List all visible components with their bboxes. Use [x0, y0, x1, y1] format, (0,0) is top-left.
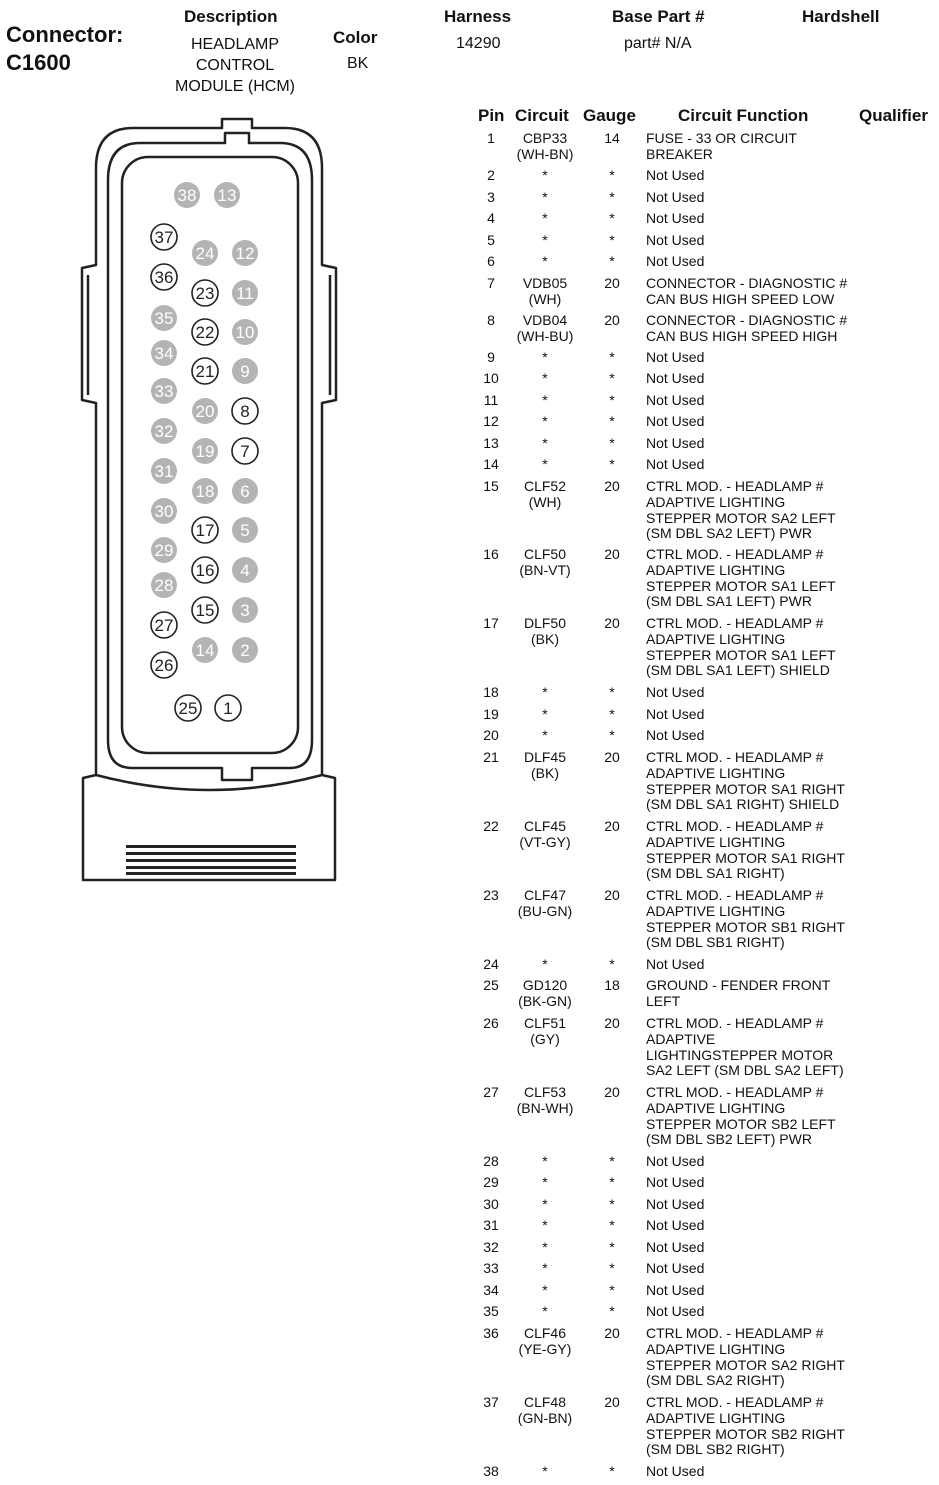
- function-cell: Not Used: [646, 1217, 705, 1233]
- gauge-cell: 20: [604, 1084, 620, 1100]
- pin-number: 10: [235, 323, 255, 342]
- gauge-cell: 20: [604, 1394, 620, 1410]
- circuit-cell: CLF45 (VT-GY): [519, 818, 571, 850]
- pin-number: 22: [195, 323, 215, 342]
- circuit-cell: VDB04 (WH-BU): [516, 312, 574, 344]
- circuit-cell: *: [542, 349, 548, 365]
- function-cell: Not Used: [646, 1196, 705, 1212]
- pin-cell: 35: [483, 1303, 499, 1319]
- gauge-cell: 20: [604, 478, 620, 494]
- pin-number: 18: [195, 482, 215, 501]
- gauge-cell: 20: [604, 1325, 620, 1341]
- pin-cell: 28: [483, 1153, 499, 1169]
- pin-number: 33: [154, 382, 174, 401]
- pin-cavity-7: [232, 438, 258, 464]
- pin-cavity-17: [192, 517, 218, 543]
- pin-number: 1: [223, 699, 233, 718]
- function-cell: CTRL MOD. - HEADLAMP # ADAPTIVE LIGHTING STEPPER MOTOR SA2 LEFT (SM DBL SA2 LEFT) PWR: [646, 478, 836, 542]
- pin-cell: 1: [487, 130, 495, 146]
- pin-cavity-38: [174, 182, 200, 208]
- circuit-cell: CBP33 (WH-BN): [516, 130, 574, 162]
- pin-cavity-31: [151, 458, 177, 484]
- function-cell: Not Used: [646, 727, 705, 743]
- pin-cell: 23: [483, 887, 499, 903]
- pin-number: 34: [154, 344, 174, 363]
- function-cell: Not Used: [646, 706, 705, 722]
- gauge-cell: 14: [604, 130, 620, 146]
- circuit-cell: CLF47 (BU-GN): [517, 887, 573, 919]
- circuit-cell: *: [542, 1282, 548, 1298]
- pin-cavity-11: [232, 280, 258, 306]
- function-cell: CTRL MOD. - HEADLAMP # ADAPTIVE LIGHTING STEPPER MOTOR SA1 LEFT (SM DBL SA1 LEFT) PWR: [646, 546, 836, 610]
- circuit-cell: *: [542, 232, 548, 248]
- pin-number: 19: [195, 442, 215, 461]
- connector-label: Connector:: [6, 22, 124, 47]
- pin-cavity-5: [232, 517, 258, 543]
- circuit-cell: GD120 (BK-GN): [518, 977, 572, 1009]
- circuit-cell: *: [542, 727, 548, 743]
- pin-number: 27: [154, 616, 174, 635]
- gauge-cell: *: [609, 189, 615, 205]
- pin-cavity-3: [232, 597, 258, 623]
- gauge-cell: *: [609, 1463, 615, 1479]
- gauge-cell: *: [609, 1239, 615, 1255]
- circuit-cell: DLF50 (BK): [523, 615, 567, 647]
- function-cell: Not Used: [646, 167, 705, 183]
- pin-cell: 14: [483, 456, 499, 472]
- pin-cell: 15: [483, 478, 499, 494]
- circuit-cell: DLF45 (BK): [523, 749, 567, 781]
- pin-cavity-27: [151, 612, 177, 638]
- pin-number: 5: [240, 521, 250, 540]
- pin-cell: 7: [487, 275, 495, 291]
- pin-cell: 5: [487, 232, 495, 248]
- circuit-cell: *: [542, 1153, 548, 1169]
- gauge-cell: 20: [604, 1015, 620, 1031]
- pin-number: 21: [195, 362, 215, 381]
- function-cell: CTRL MOD. - HEADLAMP # ADAPTIVE LIGHTING STEPPER MOTOR SA1 RIGHT (SM DBL SA1 RIGHT): [646, 818, 845, 882]
- connector-id: C1600: [6, 50, 71, 75]
- pin-cell: 11: [483, 392, 499, 408]
- circuit-cell: *: [542, 1303, 548, 1319]
- pin-cell: 29: [483, 1174, 499, 1190]
- pin-cell: 36: [483, 1325, 499, 1341]
- pin-cell: 19: [483, 706, 499, 722]
- circuit-cell: *: [542, 1217, 548, 1233]
- pin-cavity-28: [151, 572, 177, 598]
- gauge-cell: *: [609, 706, 615, 722]
- circuit-cell: CLF53 (BN-WH): [516, 1084, 574, 1116]
- circuit-cell: *: [542, 1463, 548, 1479]
- function-cell: Not Used: [646, 189, 705, 205]
- function-cell: Not Used: [646, 349, 705, 365]
- gauge-cell: *: [609, 684, 615, 700]
- pin-cell: 26: [483, 1015, 499, 1031]
- pin-cavity-36: [151, 264, 177, 290]
- description-line: CONTROL: [195, 57, 275, 74]
- pin-number: 30: [154, 502, 174, 521]
- pin-cell: 21: [483, 749, 499, 765]
- function-cell: CTRL MOD. - HEADLAMP # ADAPTIVE LIGHTING STEPPER MOTOR SB2 LEFT (SM DBL SB2 LEFT) PWR: [646, 1084, 836, 1148]
- gauge-cell: *: [609, 210, 615, 226]
- gauge-cell: *: [609, 392, 615, 408]
- function-cell: Not Used: [646, 210, 705, 226]
- gauge-cell: *: [609, 1303, 615, 1319]
- pin-number: 9: [240, 362, 250, 381]
- pin-cavity-25: [175, 695, 201, 721]
- pin-cavity-33: [151, 378, 177, 404]
- column-header-pin: Pin: [478, 106, 505, 125]
- pin-cell: 18: [483, 684, 499, 700]
- function-cell: Not Used: [646, 413, 705, 429]
- gauge-cell: *: [609, 413, 615, 429]
- pin-number: 31: [154, 462, 174, 481]
- pin-cavity-30: [151, 498, 177, 524]
- pin-number: 6: [240, 482, 250, 501]
- pin-cell: 22: [483, 818, 499, 834]
- pin-cell: 3: [487, 189, 495, 205]
- circuit-cell: CLF51 (GY): [523, 1015, 567, 1047]
- description-label: Description: [184, 7, 278, 26]
- pin-cavity-16: [192, 557, 218, 583]
- function-cell: Not Used: [646, 1153, 705, 1169]
- column-header-circuit: Circuit: [515, 106, 569, 125]
- description-line: HEADLAMP: [190, 36, 280, 53]
- pin-cavity-20: [192, 398, 218, 424]
- gauge-cell: *: [609, 956, 615, 972]
- function-cell: Not Used: [646, 232, 705, 248]
- pin-cell: 6: [487, 253, 495, 269]
- pin-number: 13: [217, 186, 237, 205]
- gauge-cell: 20: [604, 749, 620, 765]
- pin-cell: 31: [483, 1217, 499, 1233]
- function-cell: Not Used: [646, 1303, 705, 1319]
- function-cell: Not Used: [646, 456, 705, 472]
- pin-cavity-34: [151, 340, 177, 366]
- gauge-cell: 20: [604, 887, 620, 903]
- circuit-cell: CLF50 (BN-VT): [519, 546, 571, 578]
- pin-cell: 12: [483, 413, 499, 429]
- column-header-circuit-function: Circuit Function: [678, 106, 809, 125]
- gauge-cell: *: [609, 232, 615, 248]
- pin-number: 12: [235, 244, 255, 263]
- pin-number: 11: [236, 284, 254, 303]
- function-cell: GROUND - FENDER FRONT LEFT: [646, 977, 831, 1009]
- pin-cell: 9: [487, 349, 495, 365]
- pin-cell: 2: [487, 167, 495, 183]
- function-cell: Not Used: [646, 435, 705, 451]
- gauge-cell: 20: [604, 312, 620, 328]
- gauge-cell: *: [609, 1282, 615, 1298]
- pin-cavity-9: [232, 358, 258, 384]
- function-cell: Not Used: [646, 956, 705, 972]
- pin-cavity-22: [192, 319, 218, 345]
- pin-cell: 24: [483, 956, 499, 972]
- function-cell: CONNECTOR - DIAGNOSTIC # CAN BUS HIGH SPEED LOW: [646, 275, 848, 307]
- pin-cell: 30: [483, 1196, 499, 1212]
- pin-cavity-14: [192, 637, 218, 663]
- pin-cavity-37: [151, 224, 177, 250]
- pin-cavity-32: [151, 418, 177, 444]
- pin-cavity-23: [192, 280, 218, 306]
- pin-cell: 8: [487, 312, 495, 328]
- harness-value: 14290: [456, 35, 501, 52]
- connector-face-diagram: [0, 0, 460, 900]
- circuit-cell: *: [542, 956, 548, 972]
- pin-number: 24: [195, 244, 215, 263]
- gauge-cell: *: [609, 253, 615, 269]
- function-cell: CTRL MOD. - HEADLAMP # ADAPTIVE LIGHTINGSTEPPER MOTOR SA2 LEFT (SM DBL SA2 LEFT): [646, 1015, 844, 1079]
- gauge-cell: *: [609, 727, 615, 743]
- pin-cavity-35: [151, 305, 177, 331]
- pin-cavity-18: [192, 478, 218, 504]
- gauge-cell: *: [609, 370, 615, 386]
- function-cell: CTRL MOD. - HEADLAMP # ADAPTIVE LIGHTING STEPPER MOTOR SA1 RIGHT (SM DBL SA1 RIGHT) SHIELD: [646, 749, 845, 813]
- pin-cell: 38: [483, 1463, 499, 1479]
- pin-number: 14: [195, 641, 215, 660]
- circuit-cell: *: [542, 392, 548, 408]
- pin-cavity-8: [232, 398, 258, 424]
- hardshell-label: Hardshell: [802, 7, 880, 26]
- pin-cell: 25: [483, 977, 499, 993]
- circuit-cell: *: [542, 456, 548, 472]
- circuit-cell: *: [542, 706, 548, 722]
- lower-shell-line: [96, 775, 322, 790]
- circuit-cell: *: [542, 1239, 548, 1255]
- function-cell: CTRL MOD. - HEADLAMP # ADAPTIVE LIGHTING STEPPER MOTOR SA2 RIGHT (SM DBL SA2 RIGHT): [646, 1325, 845, 1389]
- pin-cavity-13: [214, 182, 240, 208]
- function-cell: FUSE - 33 OR CIRCUIT BREAKER: [646, 130, 797, 162]
- circuit-cell: *: [542, 684, 548, 700]
- pin-number: 16: [195, 561, 215, 580]
- pin-number: 25: [178, 699, 198, 718]
- gauge-cell: 20: [604, 546, 620, 562]
- pin-cell: 33: [483, 1260, 499, 1276]
- function-cell: Not Used: [646, 1239, 705, 1255]
- pin-number: 35: [154, 309, 174, 328]
- circuit-cell: *: [542, 167, 548, 183]
- pin-number: 3: [240, 601, 250, 620]
- pin-cell: 13: [483, 435, 499, 451]
- column-header-qualifier: Qualifier: [859, 106, 928, 125]
- pin-number: 28: [154, 576, 174, 595]
- pin-layer: [151, 182, 258, 721]
- bottom-ribbing: [126, 845, 296, 875]
- circuit-cell: *: [542, 370, 548, 386]
- gauge-cell: *: [609, 1174, 615, 1190]
- pin-number: 23: [195, 284, 215, 303]
- color-value: BK: [347, 55, 369, 72]
- gauge-cell: 20: [604, 818, 620, 834]
- pin-cell: 34: [483, 1282, 499, 1298]
- pin-cell: 37: [483, 1394, 499, 1410]
- circuit-cell: VDB05 (WH): [522, 275, 568, 307]
- pin-number: 7: [240, 442, 250, 461]
- pin-cell: 27: [483, 1084, 499, 1100]
- pin-number: 37: [154, 228, 174, 247]
- pin-cavity-21: [192, 358, 218, 384]
- base-part-value: part# N/A: [624, 35, 692, 52]
- circuit-cell: *: [542, 435, 548, 451]
- pin-cavity-19: [192, 438, 218, 464]
- function-cell: Not Used: [646, 370, 705, 386]
- pin-cell: 17: [483, 615, 499, 631]
- gauge-cell: *: [609, 1260, 615, 1276]
- circuit-cell: *: [542, 253, 548, 269]
- pin-cavity-15: [192, 597, 218, 623]
- gauge-cell: *: [609, 1153, 615, 1169]
- gauge-cell: 18: [604, 977, 620, 993]
- description-line: MODULE (HCM): [175, 78, 295, 95]
- pin-cavity-26: [151, 652, 177, 678]
- gauge-cell: 20: [604, 275, 620, 291]
- pin-cavity-29: [151, 537, 177, 563]
- pin-number: 4: [240, 561, 250, 580]
- pin-cavity-4: [232, 557, 258, 583]
- gauge-cell: *: [609, 167, 615, 183]
- gauge-cell: *: [609, 435, 615, 451]
- circuit-cell: *: [542, 189, 548, 205]
- circuit-cell: *: [542, 1174, 548, 1190]
- function-cell: Not Used: [646, 392, 705, 408]
- function-cell: CTRL MOD. - HEADLAMP # ADAPTIVE LIGHTING STEPPER MOTOR SB1 RIGHT (SM DBL SB1 RIGHT): [646, 887, 845, 951]
- function-cell: Not Used: [646, 1282, 705, 1298]
- base-part-label: Base Part #: [612, 7, 705, 26]
- harness-label: Harness: [444, 7, 512, 26]
- gauge-cell: *: [609, 1217, 615, 1233]
- gauge-cell: 20: [604, 615, 620, 631]
- pin-cell: 4: [487, 210, 495, 226]
- pin-number: 17: [195, 521, 215, 540]
- pin-number: 20: [195, 402, 215, 421]
- column-header-gauge: Gauge: [583, 106, 636, 125]
- circuit-cell: *: [542, 1196, 548, 1212]
- function-cell: Not Used: [646, 1463, 705, 1479]
- pin-number: 29: [154, 541, 174, 560]
- pin-number: 15: [195, 601, 215, 620]
- pin-cell: 32: [483, 1239, 499, 1255]
- pin-cavity-1: [215, 695, 241, 721]
- circuit-cell: *: [542, 413, 548, 429]
- pin-cavity-6: [232, 478, 258, 504]
- function-cell: Not Used: [646, 1260, 705, 1276]
- function-cell: Not Used: [646, 1174, 705, 1190]
- function-cell: Not Used: [646, 684, 705, 700]
- function-cell: CTRL MOD. - HEADLAMP # ADAPTIVE LIGHTING STEPPER MOTOR SA1 LEFT (SM DBL SA1 LEFT) SHIELD: [646, 615, 836, 679]
- circuit-cell: *: [542, 210, 548, 226]
- function-cell: CONNECTOR - DIAGNOSTIC # CAN BUS HIGH SPEED HIGH: [646, 312, 848, 344]
- pin-cavity-2: [232, 637, 258, 663]
- pin-number: 8: [240, 402, 250, 421]
- pin-number: 38: [177, 186, 197, 205]
- circuit-cell: CLF52 (WH): [523, 478, 567, 510]
- pin-cavity-10: [232, 319, 258, 345]
- function-cell: CTRL MOD. - HEADLAMP # ADAPTIVE LIGHTING STEPPER MOTOR SB2 RIGHT (SM DBL SB2 RIGHT): [646, 1394, 845, 1458]
- gauge-cell: *: [609, 1196, 615, 1212]
- circuit-cell: *: [542, 1260, 548, 1276]
- color-label: Color: [333, 28, 378, 47]
- pin-number: 2: [240, 641, 250, 660]
- pin-number: 26: [154, 656, 174, 675]
- pin-cavity-12: [232, 240, 258, 266]
- gauge-cell: *: [609, 349, 615, 365]
- circuit-cell: CLF46 (YE-GY): [518, 1325, 572, 1357]
- circuit-cell: CLF48 (GN-BN): [517, 1394, 573, 1426]
- pin-number: 36: [154, 268, 174, 287]
- pin-number: 32: [154, 422, 174, 441]
- pin-cavity-24: [192, 240, 218, 266]
- gauge-cell: *: [609, 456, 615, 472]
- function-cell: Not Used: [646, 253, 705, 269]
- pin-cell: 16: [483, 546, 499, 562]
- pin-cell: 20: [483, 727, 499, 743]
- pin-cell: 10: [483, 370, 499, 386]
